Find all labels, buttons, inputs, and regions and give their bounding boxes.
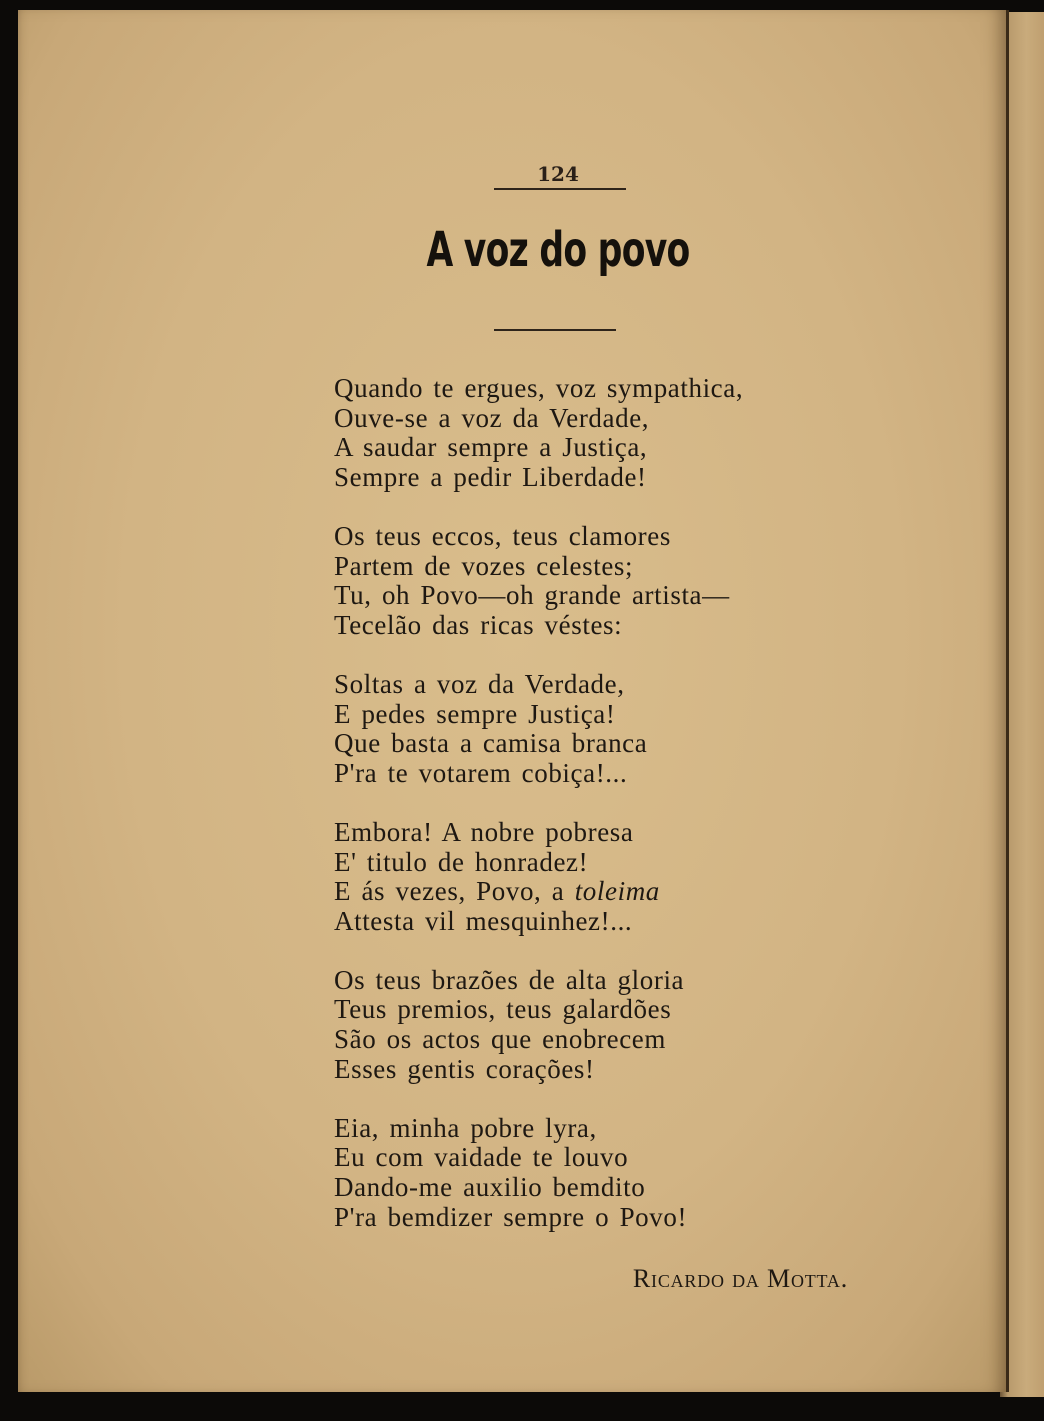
poem-line: Que basta a camisa branca [334, 728, 648, 759]
poem-line: Sempre a pedir Liberdade! [334, 461, 647, 492]
page-number: 124 [537, 162, 579, 186]
book-page [18, 10, 1009, 1392]
poem-line: E pedes sempre Justiça! [334, 698, 616, 729]
poem-line: Esses gentis corações! [334, 1053, 595, 1084]
poem-line: Embora! A nobre pobresa [334, 816, 634, 847]
poem-line: Tecelão das ricas véstes: [334, 609, 623, 640]
poem-title: A voz do povo [426, 222, 690, 278]
poem-line: E ás vezes, Povo, a toleima [334, 876, 660, 907]
stanza [334, 522, 854, 640]
poem-line: Eu com vaidade te louvo [334, 1142, 629, 1173]
poem-line: Eia, minha pobre lyra, [334, 1112, 597, 1143]
header-rule [494, 188, 626, 190]
poem-line: Ouve-se a voz da Verdade, [334, 402, 650, 433]
poem-line: Tu, oh Povo—oh grande artista— [334, 580, 730, 611]
poem-line: P'ra bemdizer sempre o Povo! [334, 1201, 688, 1232]
poem-line: Partem de vozes celestes; [334, 550, 634, 581]
poem-line: Quando te ergues, voz sympathica, [334, 373, 744, 403]
poem-line: Dando-me auxilio bemdito [334, 1172, 646, 1203]
stanza [334, 818, 854, 936]
stanza [334, 670, 854, 788]
title-rule [494, 329, 616, 331]
poem-line: Os teus brazões de alta gloria [334, 964, 685, 995]
poem-line: Attesta vil mesquinhez!... [334, 905, 633, 936]
poem-line: P'ra te votarem cobiça!... [334, 757, 628, 788]
poem-line: E' titulo de honradez! [334, 846, 589, 877]
poem-line: A saudar sempre a Justiça, [334, 432, 648, 463]
poem-line: Os teus eccos, teus clamores [334, 520, 671, 551]
stanza [334, 374, 854, 492]
stanza [334, 1114, 854, 1232]
stanza [334, 966, 854, 1084]
poem-body [334, 374, 854, 1262]
author-signature: Ricardo da Motta. [632, 1264, 848, 1293]
poem-line: Teus premios, teus galardões [334, 994, 672, 1025]
poem-line: Soltas a voz da Verdade, [334, 668, 625, 699]
poem-line: São os actos que enobrecem [334, 1024, 666, 1055]
